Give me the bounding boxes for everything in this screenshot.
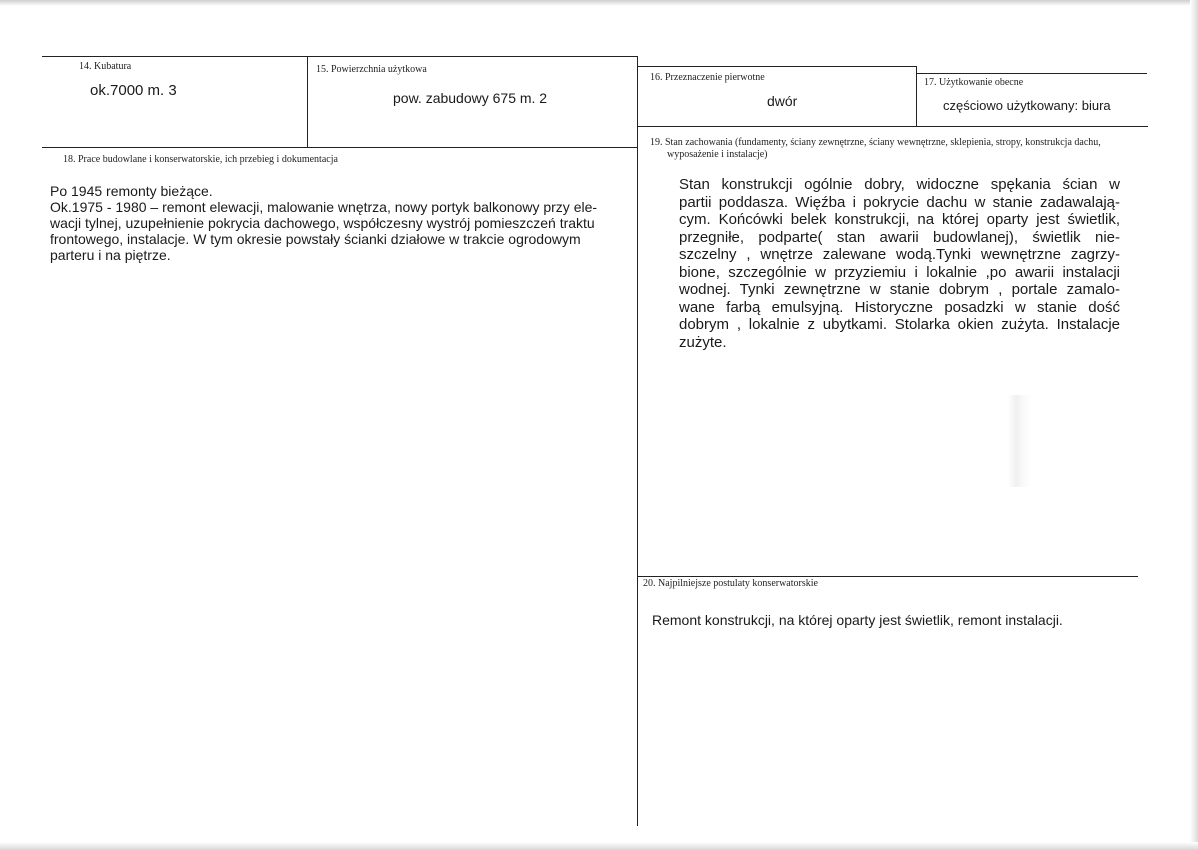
field-16-value: dwór [767,93,798,109]
field-15-value: pow. zabudowy 675 m. 2 [393,90,548,106]
field-19-line: partii poddasza. Więźba i pokrycie dachu w stanie zadawalają- [679,193,1120,211]
field-19-line: przegniłe, podparte( stan awarii budowlanej), świetlik nie- [679,228,1120,246]
rule-top-right [916,73,1147,74]
scan-edge-top [0,0,1198,6]
field-17-label: 17. Użytkowanie obecne [924,77,1024,88]
scan-smudge [1008,395,1032,487]
field-17-value: częściowo użytkowany: biura [943,98,1111,113]
field-19-line: bione, szczególnie w przyziemiu i lokalnie ,po awarii instalacji [679,263,1120,281]
rule-section20 [638,576,1138,577]
scan-edge-right [1190,0,1198,850]
field-19-label-line1: 19. Stan zachowania (fundamenty, ściany zewnętrzne, ściany wewnętrzne, sklepienia, stropy, konstrukcja dachu, [650,137,1101,148]
field-14-label: 14. Kubatura [79,61,132,72]
field-19-text [679,176,1120,351]
field-15-label: 15. Powierzchnia użytkowa [316,64,427,75]
field-18-line: frontowego, instalacje. W tym okresie powstały ścianki działowe w trakcie ogrodowym [50,231,581,247]
field-20-value: Remont konstrukcji, na której oparty jest świetlik, remont instalacji. [652,612,1063,628]
field-19-line: wane farbą emulsyjną. Historyczne posadzki w stanie dość [679,298,1120,316]
field-18-line: wacji tylnej, uzupełnienie pokrycia dachowego, współczesny wystrój pomieszczeń traktu [50,215,595,231]
rule-top-mid [638,66,916,67]
field-18-line: Po 1945 remonty bieżące. [50,183,213,199]
field-14-value: ok.7000 m. 3 [90,82,177,99]
field-19-line: Stan konstrukcji ogólnie dobry, widoczne spękania ścian w [679,176,1120,193]
field-19-line: dobrym , lokalnie z ubytkami. Stolarka okien zużyta. Instalacje [679,316,1120,333]
field-20-label: 20. Najpilniejsze postulaty konserwatorskie [643,578,818,589]
divider-main [637,56,638,826]
field-19-line: cym. Końcówki belek konstrukcji, na której oparty jest świetlik, [679,211,1120,228]
field-19-line: wodnej. Tynki zewnętrzne w stanie dobrym , portale zamalo- [679,281,1120,298]
field-18-text [50,183,597,263]
rule-left-row2 [42,147,638,148]
field-19-line: zużyte. [679,333,727,351]
field-19-line: szczelny , wnętrze zalewane wodą.Tynki wewnętrzne zagrzy- [679,246,1120,263]
rule-right-row2 [638,126,1148,127]
field-16-label: 16. Przeznaczenie pierwotne [650,72,765,83]
scan-edge-bottom [0,842,1198,850]
divider-14-15 [307,56,308,147]
field-18-line: Ok.1975 - 1980 – remont elewacji, malowanie wnętrza, nowy portyk balkonowy przy ele- [50,199,598,215]
field-18-line: parteru i na piętrze. [50,247,171,263]
divider-16-17 [916,66,917,126]
rule-top-left [42,56,638,57]
field-19-label-line2: wyposażenie i instalacje) [667,149,768,160]
field-18-label: 18. Prace budowlane i konserwatorskie, ich przebieg i dokumentacja [63,154,338,165]
